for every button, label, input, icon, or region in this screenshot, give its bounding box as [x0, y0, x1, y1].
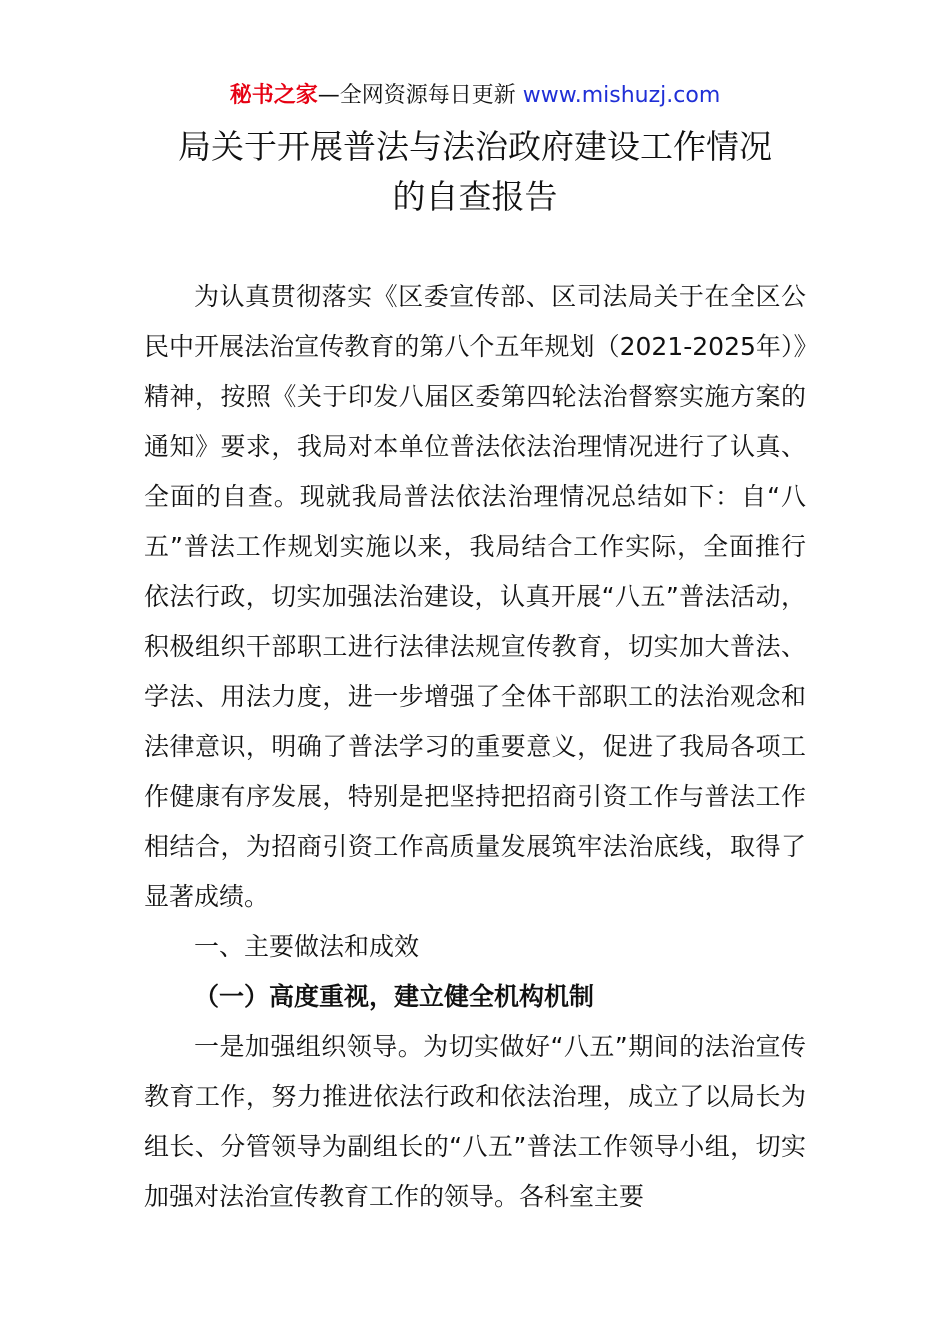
subsection-heading-1: （一）高度重视，建立健全机构机制 [194, 982, 595, 1011]
title-line-1: 局关于开展普法与法治政府建设工作情况 [178, 127, 772, 166]
paragraph-organization: 一是加强组织领导。为切实做好“八五”期间的法治宣传教育工作，努力推进依法行政和依法治理，成立了以局长为组长、分管领导为副组长的“八五”普法工作领导小组，切实加强对法治宣传教育工作的领导。各科室主要 [144, 1032, 806, 1211]
site-header [0, 80, 950, 112]
header-tagline: —全网资源每日更新 [317, 83, 516, 108]
brand-name: 秘书之家 [229, 83, 318, 108]
site-url[interactable]: www.mishuzj.com [522, 83, 721, 108]
document-body [144, 272, 806, 1222]
document-title [60, 122, 890, 222]
intro-paragraph: 为认真贯彻落实《区委宣传部、区司法局关于在全区公民中开展法治宣传教育的第八个五年规划（2021-2025年）》精神，按照《关于印发八届区委第四轮法治督察实施方案的通知》要求，我局对本单位普法依法治理情况进行了认真、全面的自查。现就我局普法依法治理情况总结如下：自“八五”普法工作规划实施以来，我局结合工作实际，全面推行依法行政，切实加强法治建设，认真开展“八五”普法活动，积极组织干部职工进行法律法规宣传教育，切实加大普法、学法、用法力度，进一步增强了全体干部职工的法治观念和法律意识，明确了普法学习的重要意义，促进了我局各项工作健康有序发展，特别是把坚持把招商引资工作与普法工作相结合，为招商引资工作高质量发展筑牢法治底线，取得了显著成绩。 [144, 282, 806, 911]
title-line-2: 的自查报告 [392, 177, 558, 216]
section-heading-1: 一、主要做法和成效 [194, 932, 420, 961]
